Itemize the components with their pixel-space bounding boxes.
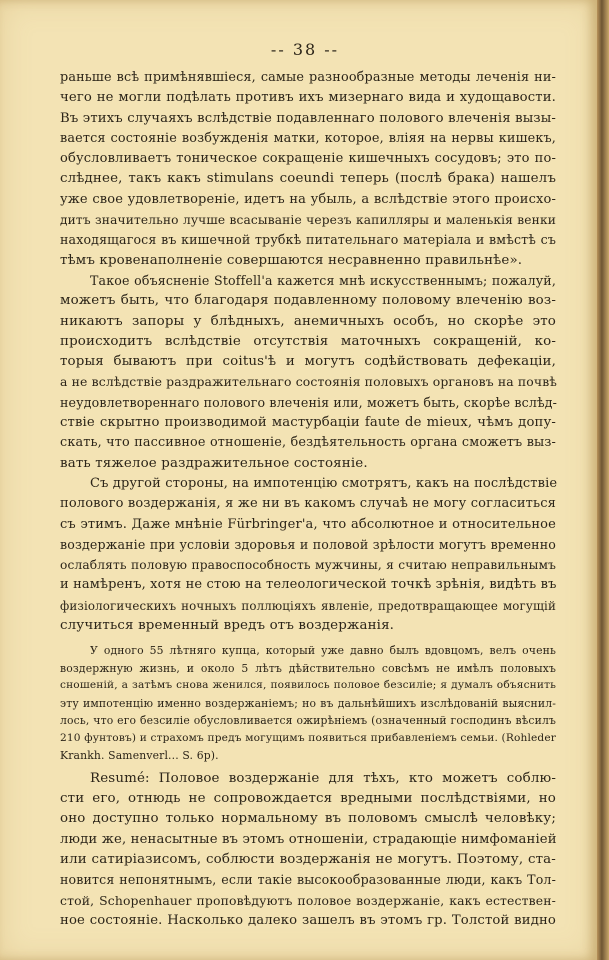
footnote-line: сношеній, а затѣмъ снова женился, появилось половое безсиліе; я думалъ объяснить <box>60 679 556 692</box>
text-line: съ этимъ. Даже мнѣніе Fürbringer'а, что абсолютное и относительное <box>60 516 556 532</box>
text-line: неудовлетвореннаго полового влеченія или, можетъ быть, скорѣе вслѣд- <box>60 394 558 410</box>
footnote-line: лось, что его безсиліе обусловливается ожирѣніемъ (означенный господинъ вѣсилъ <box>60 714 556 728</box>
text-line: ослаблять половую правоспособность мужчины, я считаю неправильнымъ <box>60 558 556 573</box>
footnote-block <box>60 642 556 765</box>
text-line: Съ другой стороны, на импотенцію смотрятъ, какъ на послѣдствіе <box>90 475 558 491</box>
footnote-line: Krankh. Samenverl... S. 6p). <box>60 749 219 763</box>
text-line: физіологическихъ ночныхъ поллюціяхъ явленіе, предотвращающее могущій <box>60 598 556 613</box>
resume-line: новится непонятнымъ, если такіе высокообразованные люди, какъ Тол- <box>60 872 556 888</box>
text-line: Въ этихъ случаяхъ вслѣдствіе подавленнаго полового влеченія вызы- <box>60 110 556 126</box>
page-edge <box>597 0 609 960</box>
text-line: полового воздержанія, я же ни въ какомъ случаѣ не могу согласиться <box>60 496 556 512</box>
text-line: тѣмъ кровенаполненіе совершаются несравненно правильнѣе». <box>60 252 523 268</box>
text-line: раньше всѣ примѣнявшіеся, самые разнообразные методы леченія ни- <box>60 70 556 85</box>
text-line: вать тяжелое раздражительное состояніе. <box>60 455 368 471</box>
text-line: воздержаніе при условіи здоровья и половой зрѣлости могутъ временно <box>60 536 556 552</box>
text-line: чего не могли подѣлать противъ ихъ мизернаго вида и худощавости. <box>60 90 556 106</box>
text-line: ствіе скрытно производимой мастурбаціи faute de mieux, чѣмъ допу- <box>60 415 556 431</box>
resume-line: оно доступно только нормальному въ половомъ смыслѣ человѣку; <box>60 811 556 827</box>
page-body <box>60 68 556 931</box>
text-line: случиться временный вредъ отъ воздержанія. <box>60 618 395 634</box>
text-line: и намѣренъ, хотя не стою на телеологической точкѣ зрѣнія, видѣть въ <box>60 577 557 593</box>
resume-line: или сатиріазисомъ, соблюсти воздержанія не могутъ. Поэтому, ста- <box>60 852 556 867</box>
text-line: скать, что пассивное отношеніе, бездѣятельность органа сможетъ выз- <box>60 435 556 451</box>
text-line: никаютъ запоры у блѣдныхъ, анемичныхъ особъ, но скорѣе это <box>60 313 556 329</box>
text-line: а не вслѣдствіе раздражительнаго состоянія половыхъ органовъ на почвѣ <box>60 374 557 390</box>
page-number: -- 38 -- <box>270 40 340 59</box>
footnote-line: воздержную жизнь, и около 5 лѣтъ дѣйствительно совсѣмъ не имѣлъ половыхъ <box>60 661 556 675</box>
footnote-line: эту импотенцію именно воздержаніемъ; но въ дальнѣйшихъ изслѣдованій выяснил- <box>60 696 556 710</box>
text-line: находящагося въ кишечной трубкѣ питательнаго матеріала и вмѣстѣ съ <box>60 232 556 248</box>
text-line: дитъ значительно лучше всасываніе черезъ капилляры и маленькія венки <box>60 213 556 228</box>
resume-line: сти его, отнюдь не сопровождается вредными послѣдствіями, но <box>60 791 556 807</box>
text-line: торыя бываютъ при coitus'ѣ и могутъ содѣйствовать дефекаціи, <box>60 354 556 370</box>
text-line: слѣднее, такъ какъ stimulans coeundi теперь (послѣ брака) нашелъ <box>60 171 556 187</box>
resume-line: люди же, ненасытные въ этомъ отношеніи, страдающіе нимфоманіей <box>60 831 557 847</box>
text-line: происходитъ вслѣдствіе отсутствія маточныхъ сокращеній, ко- <box>60 333 556 349</box>
text-line: обусловливаетъ тоническое сокращеніе кишечныхъ сосудовъ; это по- <box>60 151 556 167</box>
text-line: Такое объясненіе Stoffell'а кажется мнѣ искусственнымъ; пожалуй, <box>90 272 556 288</box>
footnote-line: У одного 55 лѣтняго купца, который уже давно былъ вдовцомъ, велъ очень <box>90 644 556 658</box>
text-line: вается состояніе возбужденія матки, которое, вліяя на нервы кишекъ, <box>60 130 556 146</box>
resume-line: ное состояніе. Насколько далеко зашелъ въ этомъ гр. Толстой видно <box>60 912 556 928</box>
resume-line: стой, Schopenhauer проповѣдуютъ половое воздержаніе, какъ естествен- <box>60 892 556 908</box>
footnote-line: 210 фунтовъ) и страхомъ предъ могущимъ появиться прибавленіемъ семьи. (Rohleder <box>60 731 556 744</box>
resume-line: Resumé: Половое воздержаніе для тѣхъ, кто можетъ соблю- <box>90 770 556 786</box>
text-line: можетъ быть, что благодаря подавленному половому влеченію воз- <box>60 293 556 309</box>
text-line: уже свое удовлетвореніе, идетъ на убыль, а вслѣдствіе этого происхо- <box>60 191 556 207</box>
